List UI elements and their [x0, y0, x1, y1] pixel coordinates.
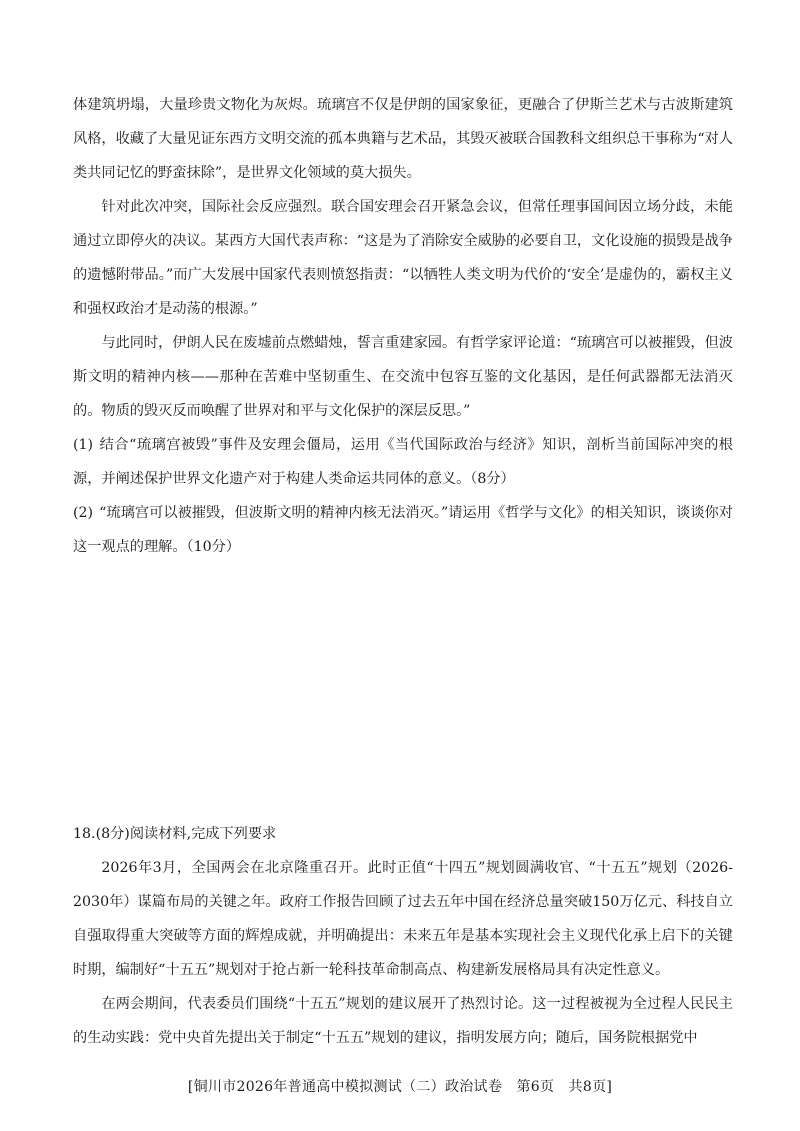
question-1-number: (1) [73, 437, 94, 453]
question-1-text: 结合“琉璃宫被毁”事件及安理会僵局，运用《当代国际政治与经济》知识，剖析当前国际冲突的根源，并阐述保护世界文化遗产对于构建人类命运共同体的意义。（8分） [73, 437, 733, 487]
question-2-number: (2) [73, 505, 94, 521]
paragraph-philosopher-comment: 与此同时，伊朗人民在废墟前点燃蜡烛，誓言重建家园。有哲学家评论道：“琉璃宫可以被摧毁，但波斯文明的精神内核——那种在苦难中坚韧重生、在交流中包容互鉴的文化基因，是任何武器都无法消灭的。物质的毁灭反而唤醒了世界对和平与文化保护的深层反思。” [73, 335, 733, 419]
paragraph-international-reaction: 针对此次冲突，国际社会反应强烈。联合国安理会召开紧急会议，但常任理事国间因立场分歧，未能通过立即停火的决议。某西方大国代表声称：“这是为了消除安全威胁的必要自卫，文化设施的损毁是战争的遗憾附带品。”而广大发展中国家代表则愤怒指责：“以牺牲人类文明为代价的‘安全’是虚伪的，霸权主义和强权政治才是动荡的根源。” [73, 199, 733, 317]
question-2 [73, 496, 733, 564]
question-18-heading: 18.(8分)阅读材料,完成下列要求 [73, 826, 277, 842]
paragraph-whole-process-democracy: 在两会期间，代表委员们围绕“十五五”规划的建议展开了热烈讨论。这一过程被视为全过程人民民主的生动实践：党中央首先提出关于制定“十五五”规划的建议，指明发展方向；随后，国务院根据党中 [73, 996, 733, 1046]
question-1 [73, 428, 733, 496]
question-2-text: “琉璃宫可以被摧毁，但波斯文明的精神内核无法消灭。”请运用《哲学与文化》的相关知识，谈谈你对这一观点的理解。（10分） [73, 505, 733, 555]
material-section-18 [73, 851, 733, 1055]
paragraph-cultural-loss: 体建筑坍塌，大量珍贵文物化为灰烬。琉璃宫不仅是伊朗的国家象征，更融合了伊斯兰艺术与古波斯建筑风格，收藏了大量见证东西方文明交流的孤本典籍与艺术品，其毁灭被联合国教科文组织总干事称为“对人类共同记忆的野蛮抹除”，是世界文化领域的莫大损失。 [73, 97, 733, 181]
page-footer: [铜川市2026年普通高中模拟测试（二）政治试卷 第6页 共8页] [187, 1079, 613, 1095]
paragraph-two-sessions: 2026年3月，全国两会在北京隆重召开。此时正值“十四五”规划圆满收官、“十五五”规划（2026-2030年）谋篇布局的关键之年。政府工作报告回顾了过去五年中国在经济总量突破150万亿元、科技自立自强取得重大突破等方面的辉煌成就，并明确提出：未来五年是基本实现社会主义现代化承上启下的关键时期，编制好“十五五”规划对于抢占新一轮科技革命制高点、构建新发展格局具有决定性意义。 [73, 860, 733, 978]
material-section-17 [73, 88, 733, 564]
